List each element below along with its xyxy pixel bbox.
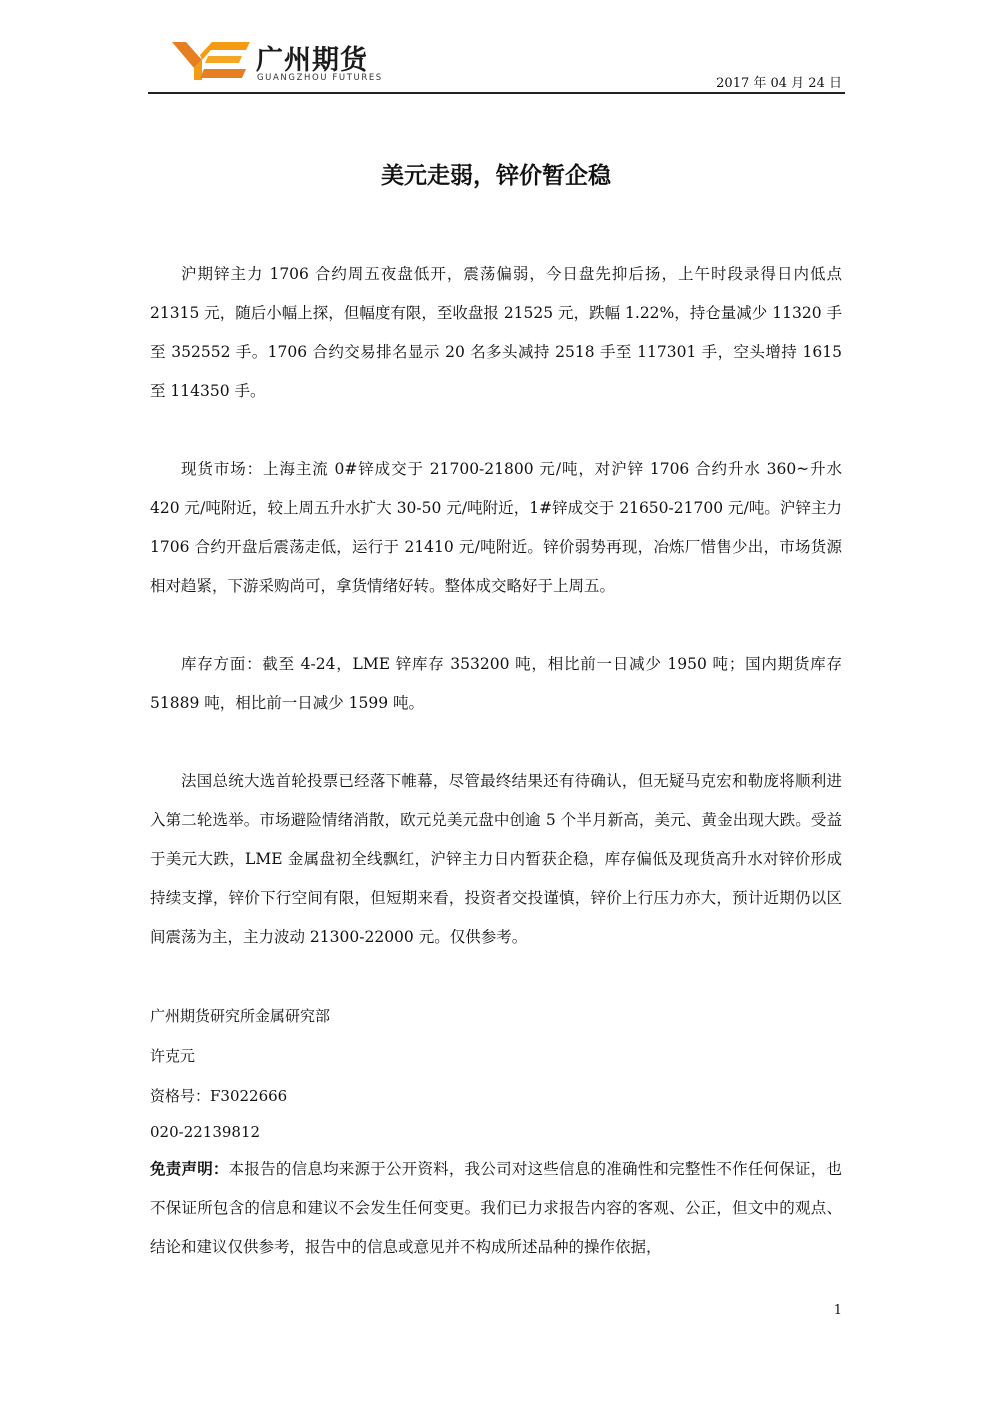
paragraph-spot-market: 现货市场：上海主流 0#锌成交于 21700-21800 元/吨，对沪锌 1706 合约升水 360~升水 420 元/吨附近，较上周五升水扩大 30-50 元/吨附近，1#锌成交于 21650-21700 元/吨。沪锌主力 1706 合约开盘后震荡走低，运行于 21410 元/吨附近。锌价弱势再现，冶炼厂惜售少出，市场货源相对趋紧，下游采购尚可，拿货情绪好转。整体成交略好于上周五。 [150, 460, 842, 595]
paragraph-futures-market: 沪期锌主力 1706 合约周五夜盘低开，震荡偏弱，今日盘先抑后扬，上午时段录得日内低点 21315 元，随后小幅上探，但幅度有限，至收盘报 21525 元，跌幅 1.22%，持仓量减少 11320 手至 352552 手。1706 合约交易排名显示 20 名多头减持 2518 手至 117301 手，空头增持 1615 至 114350 手。 [150, 265, 842, 400]
company-logo-icon [172, 38, 250, 82]
logo-chinese-name: 广州期货 [256, 45, 368, 76]
author-qualification: 资格号：F3022666 [150, 1087, 288, 1105]
author-department: 广州期货研究所金属研究部 [150, 1007, 331, 1025]
report-date: 2017 年 04 月 24 日 [716, 76, 842, 91]
logo-english-name: GUANGZHOU FUTURES [257, 73, 383, 83]
paragraph-analysis: 法国总统大选首轮投票已经落下帷幕，尽管最终结果还有待确认，但无疑马克宏和勒庞将顺利进入第二轮选举。市场避险情绪消散，欧元兑美元盘中创逾 5 个半月新高，美元、黄金出现大跌。受益于美元大跌，LME 金属盘初全线飘红，沪锌主力日内暂获企稳，库存偏低及现货高升水对锌价形成持续支撑，锌价下行空间有限，但短期来看，投资者交投谨慎，锌价上行压力亦大，预计近期仍以区间震荡为主，主力波动 21300-22000 元。仅供参考。 [150, 772, 842, 946]
paragraph-inventory: 库存方面：截至 4-24，LME 锌库存 353200 吨，相比前一日减少 1950 吨；国内期货库存 51889 吨，相比前一日减少 1599 吨。 [150, 655, 842, 712]
disclaimer [150, 1150, 842, 1267]
disclaimer-text: 本报告的信息均来源于公开资料，我公司对这些信息的准确性和完整性不作任何保证，也不保证所包含的信息和建议不会发生任何变更。我们已力求报告内容的客观、公正，但文中的观点、结论和建议仅供参考，报告中的信息或意见并不构成所述品种的操作依据， [150, 1160, 842, 1256]
report-title: 美元走弱，锌价暂企稳 [381, 163, 611, 189]
author-name: 许克元 [150, 1047, 196, 1065]
author-phone: 020-22139812 [150, 1123, 261, 1141]
disclaimer-label: 免责声明： [150, 1160, 229, 1178]
company-logo [172, 36, 383, 86]
page-number: 1 [833, 1303, 842, 1318]
header-divider [148, 92, 845, 94]
page-header [150, 30, 844, 94]
